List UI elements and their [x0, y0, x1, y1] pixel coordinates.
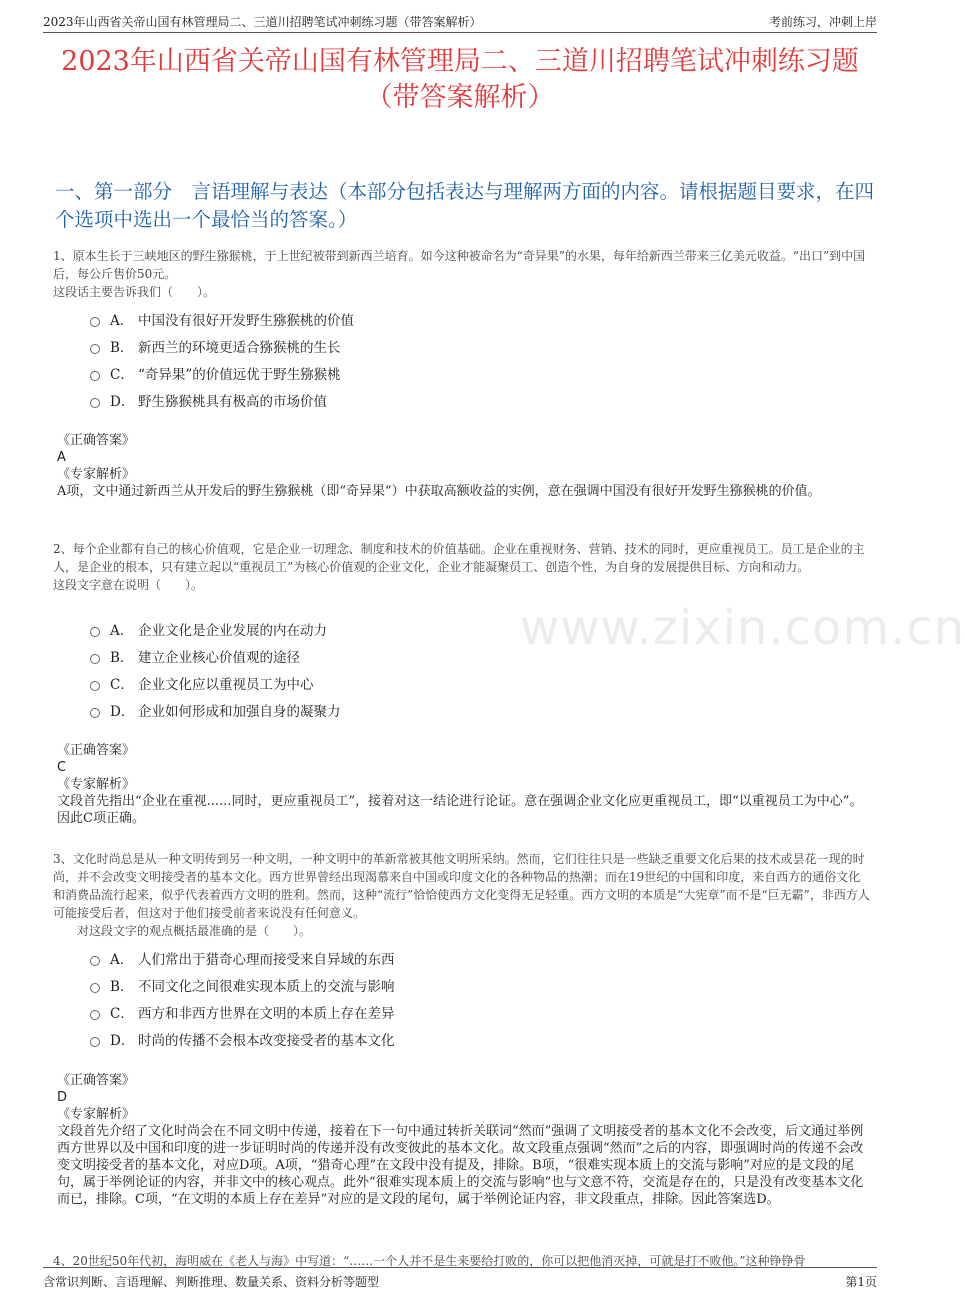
radio-button[interactable] — [90, 344, 100, 354]
option-c[interactable]: C． “奇异果”的价值远优于野生猕猴桃 — [90, 359, 354, 386]
radio-button[interactable] — [90, 681, 100, 691]
option-list-2 — [90, 615, 341, 723]
option-list-3 — [90, 944, 395, 1052]
question-stem: 2、每个企业都有自己的核心价值观，它是企业一切理念、制度和技术的价值基础。企业在重视财务、营销、技术的同时，更应重视员工。员工是企业的主人，是企业的根本，只有建立起以“重视员工”为核心价值观的企业文化，企业才能凝聚员工、创造个性，为自身的发展提供目标、方向和动力。 — [53, 542, 865, 574]
header-doc-title: 2023年山西省关帝山国有林管理局二、三道川招聘笔试冲刺练习题（带答案解析） — [43, 15, 482, 29]
analysis-text: 文段首先介绍了文化时尚会在不同文明中传递，接着在下一句中通过转折关联词“然而”强调了文明接受者的基本文化不会改变，后文通过举例西方世界以及中国和印度的进一步证明时尚的传递并没有改变彼此的基本文化。故文段重点强调“然而”之后的内容，即强调时尚的传递不会改变文明接受者的基本文化，对应D项。A项，“猎奇心理”在文段中没有提及，排除。B项，“很难实现本质上的交流与影响”对应的是文段的尾句，属于举例论证的内容，并非文中的核心观点。此外“很难实现本质上的交流与影响”也与文意不符，交流是存在的，只是没有改变基本文化而已，排除。C项，“在文明的本质上存在差异”对应的是文段的尾句，属于举例论证内容，非文段重点，排除。因此答案选D。 — [57, 1124, 864, 1207]
question-prompt: 对这段文字的观点概括最准确的是（ ）。 — [77, 924, 312, 938]
question-stem: 3、文化时尚总是从一种文明传到另一种文明，一种文明中的革新常被其他文明所采纳。然而，它们往往只是一些缺乏重要文化后果的技术或昙花一现的时尚，并不会改变文明接受者的基本文化。西方世界曾经出现渴慕来自中国或印度文化的各种物品的热潮；而在19世纪的中国和印度，来自西方的通俗文化和消费品流行起来，似乎代表着西方文明的胜利。然而，这种“流行”恰恰使西方文化变得无足轻重。西方文明的本质是“大宪章”而不是“巨无霸”，非西方人可能接受后者，但这对于他们接受前者来说没有任何意义。 — [53, 852, 870, 920]
radio-button[interactable] — [90, 627, 100, 637]
correct-answer: D — [57, 1090, 68, 1105]
option-a[interactable]: A． 人们常出于猎奇心理而接受来自异域的东西 — [90, 944, 395, 971]
correct-answer: A — [57, 450, 66, 465]
option-d[interactable]: D． 时尚的传播不会根本改变接受者的基本文化 — [90, 1025, 395, 1052]
document-title: 2023年山西省关帝山国有林管理局二、三道川招聘笔试冲刺练习题（带答案解析） — [61, 46, 859, 113]
next-question-cutoff: 4、20世纪50年代初，海明威在《老人与海》中写道：“……一个人并不是生来要给打败的，你可以把他消灭掉，可就是打不败他。”这种铮铮骨 — [53, 1254, 806, 1268]
page-number: 第1页 — [845, 1275, 877, 1289]
option-c[interactable]: C． 西方和非西方世界在文明的本质上存在差异 — [90, 998, 395, 1025]
watermark: www.zixin.com.cn — [520, 600, 965, 656]
page-footer — [43, 1267, 877, 1288]
option-a[interactable]: A． 企业文化是企业发展的内在动力 — [90, 615, 341, 642]
correct-answer: C — [57, 760, 67, 775]
answer-label: 《正确答案》 — [57, 433, 136, 448]
question-prompt: 这段文字意在说明（ ）。 — [53, 578, 204, 592]
answer-block-3 — [57, 1072, 870, 1208]
question-1 — [53, 247, 870, 301]
answer-label: 《正确答案》 — [57, 1073, 136, 1088]
radio-button[interactable] — [90, 398, 100, 408]
question-prompt: 这段话主要告诉我们（ ）。 — [53, 285, 216, 299]
radio-button[interactable] — [90, 1037, 100, 1047]
analysis-text: A项，文中通过新西兰从开发后的野生猕猴桃（即“奇异果”）中获取高额收益的实例，意在强调中国没有很好开发野生猕猴桃的价值。 — [57, 484, 821, 499]
radio-button[interactable] — [90, 1010, 100, 1020]
answer-block-2 — [57, 742, 870, 827]
option-c[interactable]: C． 企业文化应以重视员工为中心 — [90, 669, 341, 696]
question-stem: 1、原本生长于三峡地区的野生猕猴桃，于上世纪被带到新西兰培育。如今这种被命名为“奇异果”的水果，每年给新西兰带来三亿美元收益。“出口”到中国后，每公斤售价50元。 — [53, 249, 866, 281]
analysis-label: 《专家解析》 — [57, 777, 136, 792]
option-b[interactable]: B． 建立企业核心价值观的途径 — [90, 642, 341, 669]
page-header — [43, 10, 877, 33]
analysis-label: 《专家解析》 — [57, 1107, 136, 1122]
radio-button[interactable] — [90, 371, 100, 381]
radio-button[interactable] — [90, 654, 100, 664]
radio-button[interactable] — [90, 708, 100, 718]
radio-button[interactable] — [90, 956, 100, 966]
radio-button[interactable] — [90, 317, 100, 327]
header-slogan: 考前练习，冲刺上岸 — [768, 15, 877, 29]
footer-note: 含常识判断、言语理解、判断推理、数量关系、资料分析等题型 — [43, 1275, 380, 1289]
option-b[interactable]: B． 不同文化之间很难实现本质上的交流与影响 — [90, 971, 395, 998]
analysis-text: 文段首先指出“企业在重视......同时，更应重视员工”，接着对这一结论进行论证。意在强调企业文化应更重视员工，即“以重视员工为中心”。因此C项正确。 — [57, 794, 863, 826]
analysis-label: 《专家解析》 — [57, 467, 136, 482]
answer-label: 《正确答案》 — [57, 743, 136, 758]
option-b[interactable]: B． 新西兰的环境更适合猕猴桃的生长 — [90, 332, 354, 359]
question-3 — [53, 850, 870, 940]
question-2 — [53, 540, 870, 594]
option-a[interactable]: A． 中国没有很好开发野生猕猴桃的价值 — [90, 305, 354, 332]
answer-block-1 — [57, 432, 870, 500]
option-d[interactable]: D． 企业如何形成和加强自身的凝聚力 — [90, 696, 341, 723]
option-d[interactable]: D． 野生猕猴桃具有极高的市场价值 — [90, 386, 354, 413]
radio-button[interactable] — [90, 983, 100, 993]
section-heading: 一、第一部分 言语理解与表达（本部分包括表达与理解两方面的内容。请根据题目要求，在四个选项中选出一个最恰当的答案。） — [55, 180, 875, 231]
option-list-1 — [90, 305, 354, 413]
